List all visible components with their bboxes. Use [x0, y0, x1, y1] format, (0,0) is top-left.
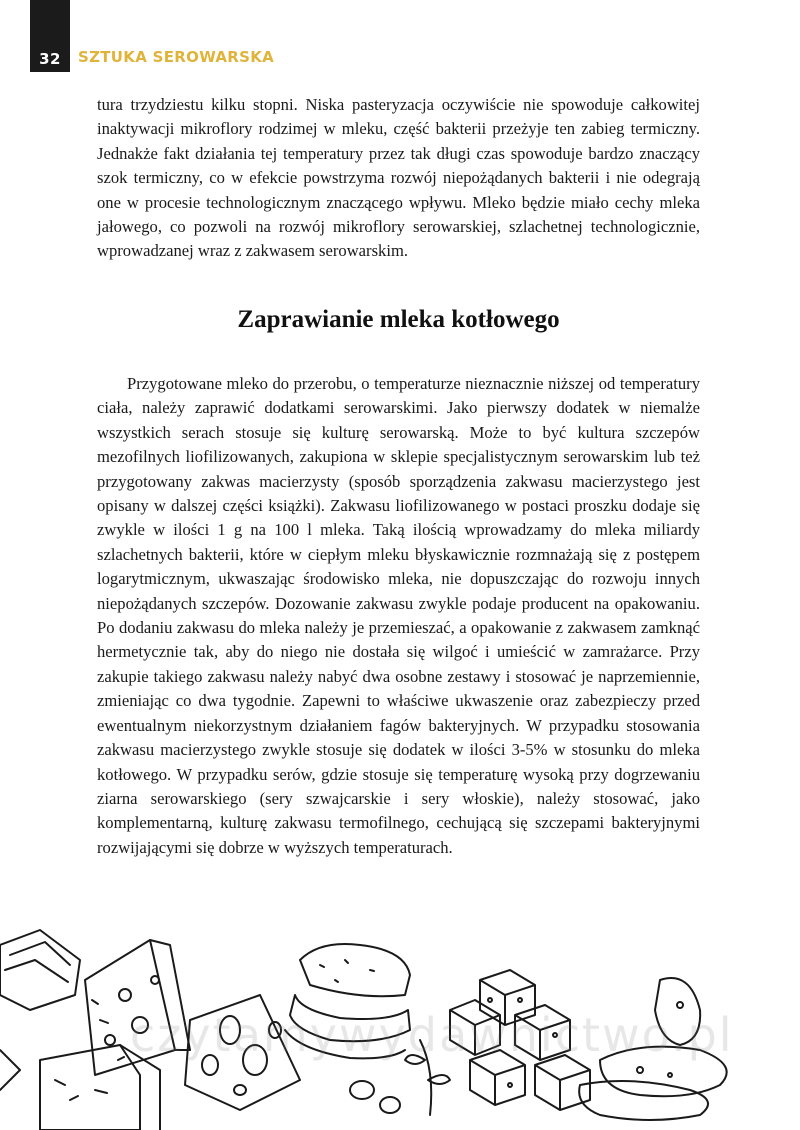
page-number-tab — [30, 0, 70, 72]
running-title: SZTUKA SEROWARSKA — [78, 48, 275, 66]
intro-paragraph: tura trzydziestu kilku stopni. Niska pasteryzacja oczywiście nie spowoduje całkowitej inaktywacji mikroflory rodzimej w mleku, część bakterii przeżyje ten zabieg termiczny. Jednakże fakt działania tej temperatury przez tak długi czas spowoduje bardzo znaczący szok termiczny, co w efekcie powstrzyma rozwój niepożądanych bakterii i nie odegrają one w procesie technologicznym znaczącego wpływu. Mleko będzie miało cechy mleka jałowego, co pozwoli na rozwój mikroflory serowarskiej, szlachetnej technologicznie, wprowadzanej wraz z zakwasem serowarskim. — [97, 95, 700, 261]
page-number: 32 — [39, 50, 61, 68]
section-body — [97, 372, 700, 860]
watermark: czytamywydawnictwo.pl — [130, 1008, 734, 1062]
intro-text — [97, 93, 700, 264]
section-heading: Zaprawianie mleka kotłowego — [237, 306, 560, 333]
section-paragraph: Przygotowane mleko do przerobu, o temperaturze nieznacznie niższej od temperatury ciała, należy zaprawić dodatkami serowarskimi. Jako pierwszy dodatek w niemalże wszystkich serach stosuje się kulturę serowarską. Może to być kultura szczepów mezofilnych liofilizowanych, zakupiona w sklepie specjalistycznym serowarskim lub też przygotowany zakwas macierzysty (sposób sporządzenia zakwasu macierzystego jest opisany w dalszej części książki). Zakwasu liofilizowanego w postaci proszku dodaje się zwykle w ilości 1 g na 100 l mleka. Taką ilością wprowadzamy do mleka miliardy szlachetnych bakterii, które w ciepłym mleku błyskawicznie rozmnażają się z postępem logarytmicznym, ukwaszając środowisko mleka, nie dopuszczając do rozwoju innych niepożądanych szczepów. Dozowanie zakwasu zwykle podaje producent na opakowaniu. Po dodaniu zakwasu do mleka należy je przemieszać, a opakowanie z zakwasem zamknąć hermetycznie tak, aby do niego nie dostała się wilgoć i umieścić w zamrażarce. Przy zakupie takiego zakwasu należy nabyć dwa osobne zestawy i stosować je naprzemiennie, zmieniając co dwa tygodnie. Zapewni to właściwe ukwaszenie oraz zabezpieczy przed ewentualnym niekorzystnym działaniem fagów bakteryjnych. W przypadku stosowania zakwasu macierzystego zwykle stosuje się dodatek w ilości 3-5% w stosunku do mleka kotłowego. W przypadku serów, gdzie stosuje się temperaturę wysoką przy dogrzewaniu ziarna serowarskiego (sery szwajcarskie i sery włoskie), należy stosować, jako komplementarną, kulturę zakwasu termofilnego, cechującą się szczepami bakteryjnymi rozwijającymi się dobrze w wyższych temperaturach. — [97, 374, 700, 857]
